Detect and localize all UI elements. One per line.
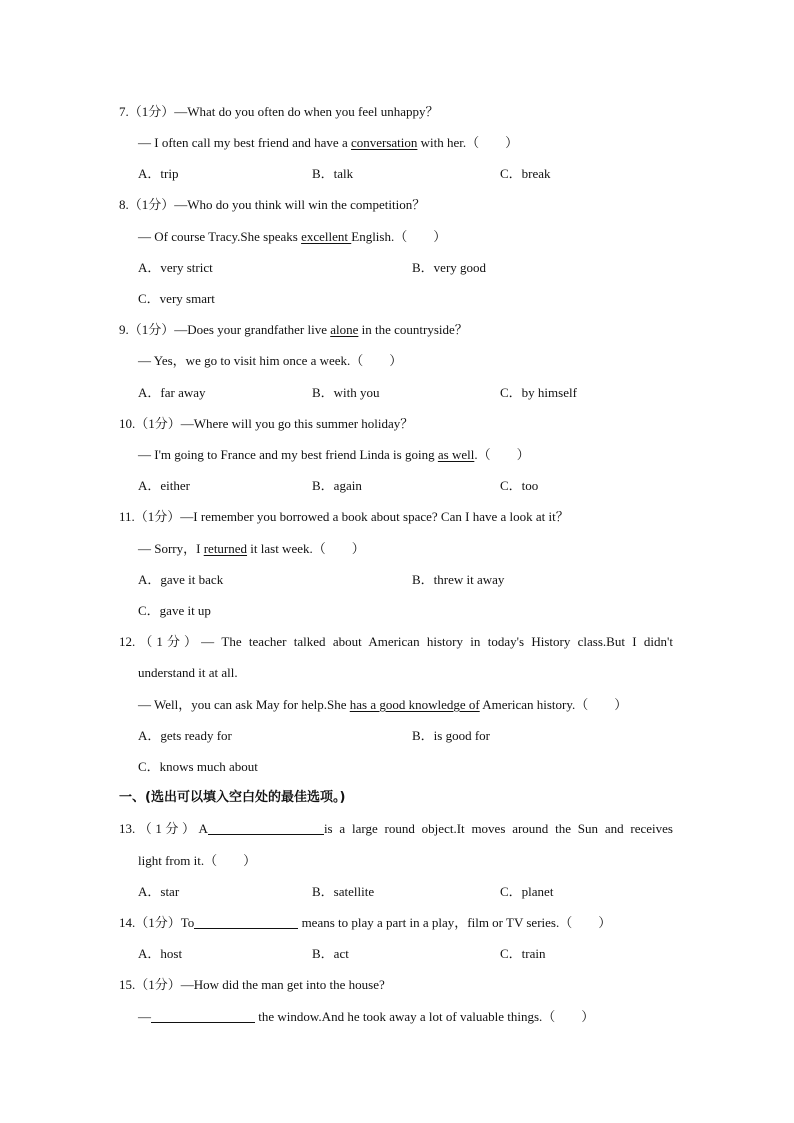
- question-score: （1分）: [135, 821, 199, 836]
- option-b[interactable]: B．again: [312, 478, 362, 493]
- question-text: —I remember you borrowed a book about space? Can I have a look at it？: [180, 509, 569, 524]
- fill-blank[interactable]: [208, 821, 324, 835]
- option-b[interactable]: B．is good for: [412, 728, 491, 743]
- option-a[interactable]: A．trip: [138, 166, 179, 181]
- question-9: 9.（1分）—Does your grandfather live alone in the countryside？: [119, 322, 468, 337]
- option-a[interactable]: A．host: [138, 946, 183, 961]
- answer-line: [138, 697, 627, 713]
- underlined-word: excellent: [301, 229, 352, 244]
- option-c[interactable]: C．by himself: [500, 385, 577, 400]
- answer-text: — Sorry，I: [138, 541, 204, 556]
- option-a[interactable]: A．far away: [138, 385, 206, 400]
- question-number: 8: [119, 197, 126, 212]
- option-b[interactable]: B．satellite: [312, 884, 375, 899]
- question-score: （1分）: [134, 509, 181, 524]
- question-text: To: [180, 915, 195, 930]
- option-c[interactable]: C．knows much about: [138, 759, 258, 774]
- answer-text: — I'm going to France and my best friend Linda is going: [138, 447, 438, 462]
- question-score: （1分）: [135, 634, 202, 649]
- section-title: 一、(选出可以填入空白处的最佳选项。): [119, 790, 346, 805]
- fill-blank[interactable]: [194, 915, 298, 929]
- question-number: 7: [119, 104, 126, 119]
- question-text: in the countryside？: [358, 322, 468, 337]
- question-text: is a large round object.It moves around the Sun and receives: [323, 821, 673, 836]
- answer-text: — Of course Tracy.She speaks: [138, 229, 302, 244]
- option-a[interactable]: A．gets ready for: [138, 728, 232, 743]
- question-number: 12: [119, 634, 132, 649]
- question-14: 14.（1分）To means to play a part in a play，film or TV series.（ ）: [119, 915, 612, 930]
- question-number: 14: [119, 915, 132, 930]
- option-a[interactable]: A．either: [138, 478, 190, 493]
- question-text: —Does your grandfather live: [174, 322, 331, 337]
- fill-blank[interactable]: [151, 1009, 255, 1023]
- option-c[interactable]: C．too: [500, 478, 539, 493]
- question-score: （1分）: [135, 915, 181, 930]
- question-score: （1分）: [135, 977, 181, 992]
- question-text: — The teacher talked about American history in today's History class.But I didn't: [201, 634, 673, 649]
- answer-text: English.（ ）: [351, 229, 447, 244]
- question-text: A: [198, 821, 208, 836]
- answer-text: it last week.（ ）: [247, 541, 365, 556]
- option-b[interactable]: B．threw it away: [412, 572, 505, 587]
- question-10: 10.（1分）—Where will you go this summer holiday？: [119, 416, 414, 431]
- option-c[interactable]: C．planet: [500, 884, 554, 899]
- question-number: 9: [119, 322, 126, 337]
- question-text: —Who do you think will win the competition？: [174, 197, 426, 212]
- answer-line: [138, 447, 530, 463]
- underlined-word: conversation: [350, 135, 418, 150]
- question-score: （1分）: [128, 322, 175, 337]
- question-8: 8.（1分）—Who do you think will win the competition？: [119, 197, 426, 212]
- question-7: 7.（1分）—What do you often do when you feel unhappy？: [119, 104, 439, 119]
- underlined-word: alone: [330, 322, 359, 337]
- answer-line: [138, 1009, 594, 1025]
- option-a[interactable]: A．star: [138, 884, 180, 899]
- option-b[interactable]: B．act: [312, 946, 349, 961]
- underlined-word: returned: [203, 541, 248, 556]
- question-text: —Where will you go this summer holiday？: [180, 416, 414, 431]
- question-score: （1分）: [128, 104, 175, 119]
- option-a[interactable]: A．gave it back: [138, 572, 224, 587]
- question-text: —How did the man get into the house?: [180, 977, 385, 992]
- answer-text: —: [138, 1009, 151, 1024]
- answer-line: [138, 229, 446, 245]
- question-text-continued: light from it.（ ）: [138, 853, 257, 868]
- option-b[interactable]: B．talk: [312, 166, 354, 181]
- option-a[interactable]: A．very strict: [138, 260, 213, 275]
- answer-line: [138, 135, 518, 151]
- underlined-word: as well: [437, 447, 475, 462]
- question-15: 15.（1分）—How did the man get into the house?: [119, 977, 385, 992]
- option-c[interactable]: C．gave it up: [138, 603, 211, 618]
- question-number: 13: [119, 821, 132, 836]
- answer-text: — I often call my best friend and have a: [138, 135, 351, 150]
- answer-text: .（ ）: [474, 447, 530, 462]
- option-c[interactable]: C．train: [500, 946, 546, 961]
- question-number: 10: [119, 416, 132, 431]
- answer-text: — Well，you can ask May for help.She: [138, 697, 350, 712]
- question-12: 12.（1分）— The teacher talked about American history in today's History class.But I didn't: [119, 634, 673, 649]
- underlined-word: has a good knowledge of: [349, 697, 480, 712]
- answer-line: — Yes，we go to visit him once a week.（ ）: [138, 353, 403, 368]
- option-c[interactable]: C．very smart: [138, 291, 215, 306]
- answer-line: [138, 541, 365, 557]
- question-score: （1分）: [128, 197, 175, 212]
- question-text-continued: understand it at all.: [138, 665, 238, 680]
- question-score: （1分）: [135, 416, 181, 431]
- question-number: 15: [119, 977, 132, 992]
- answer-text: American history.（ ）: [479, 697, 628, 712]
- question-11: 11.（1分）—I remember you borrowed a book about space? Can I have a look at it？: [119, 509, 569, 524]
- question-text: —What do you often do when you feel unhappy？: [174, 104, 439, 119]
- option-c[interactable]: C．break: [500, 166, 551, 181]
- option-b[interactable]: B．very good: [412, 260, 487, 275]
- option-b[interactable]: B．with you: [312, 385, 380, 400]
- answer-text: the window.And he took away a lot of valuable things.（ ）: [255, 1009, 595, 1024]
- question-text: means to play a part in a play，film or TV series.（ ）: [298, 915, 612, 930]
- question-number: 11: [119, 509, 132, 524]
- question-13: 13.（1分）A is a large round object.It moves around the Sun and receives: [119, 821, 673, 836]
- answer-text: with her.（ ）: [417, 135, 519, 150]
